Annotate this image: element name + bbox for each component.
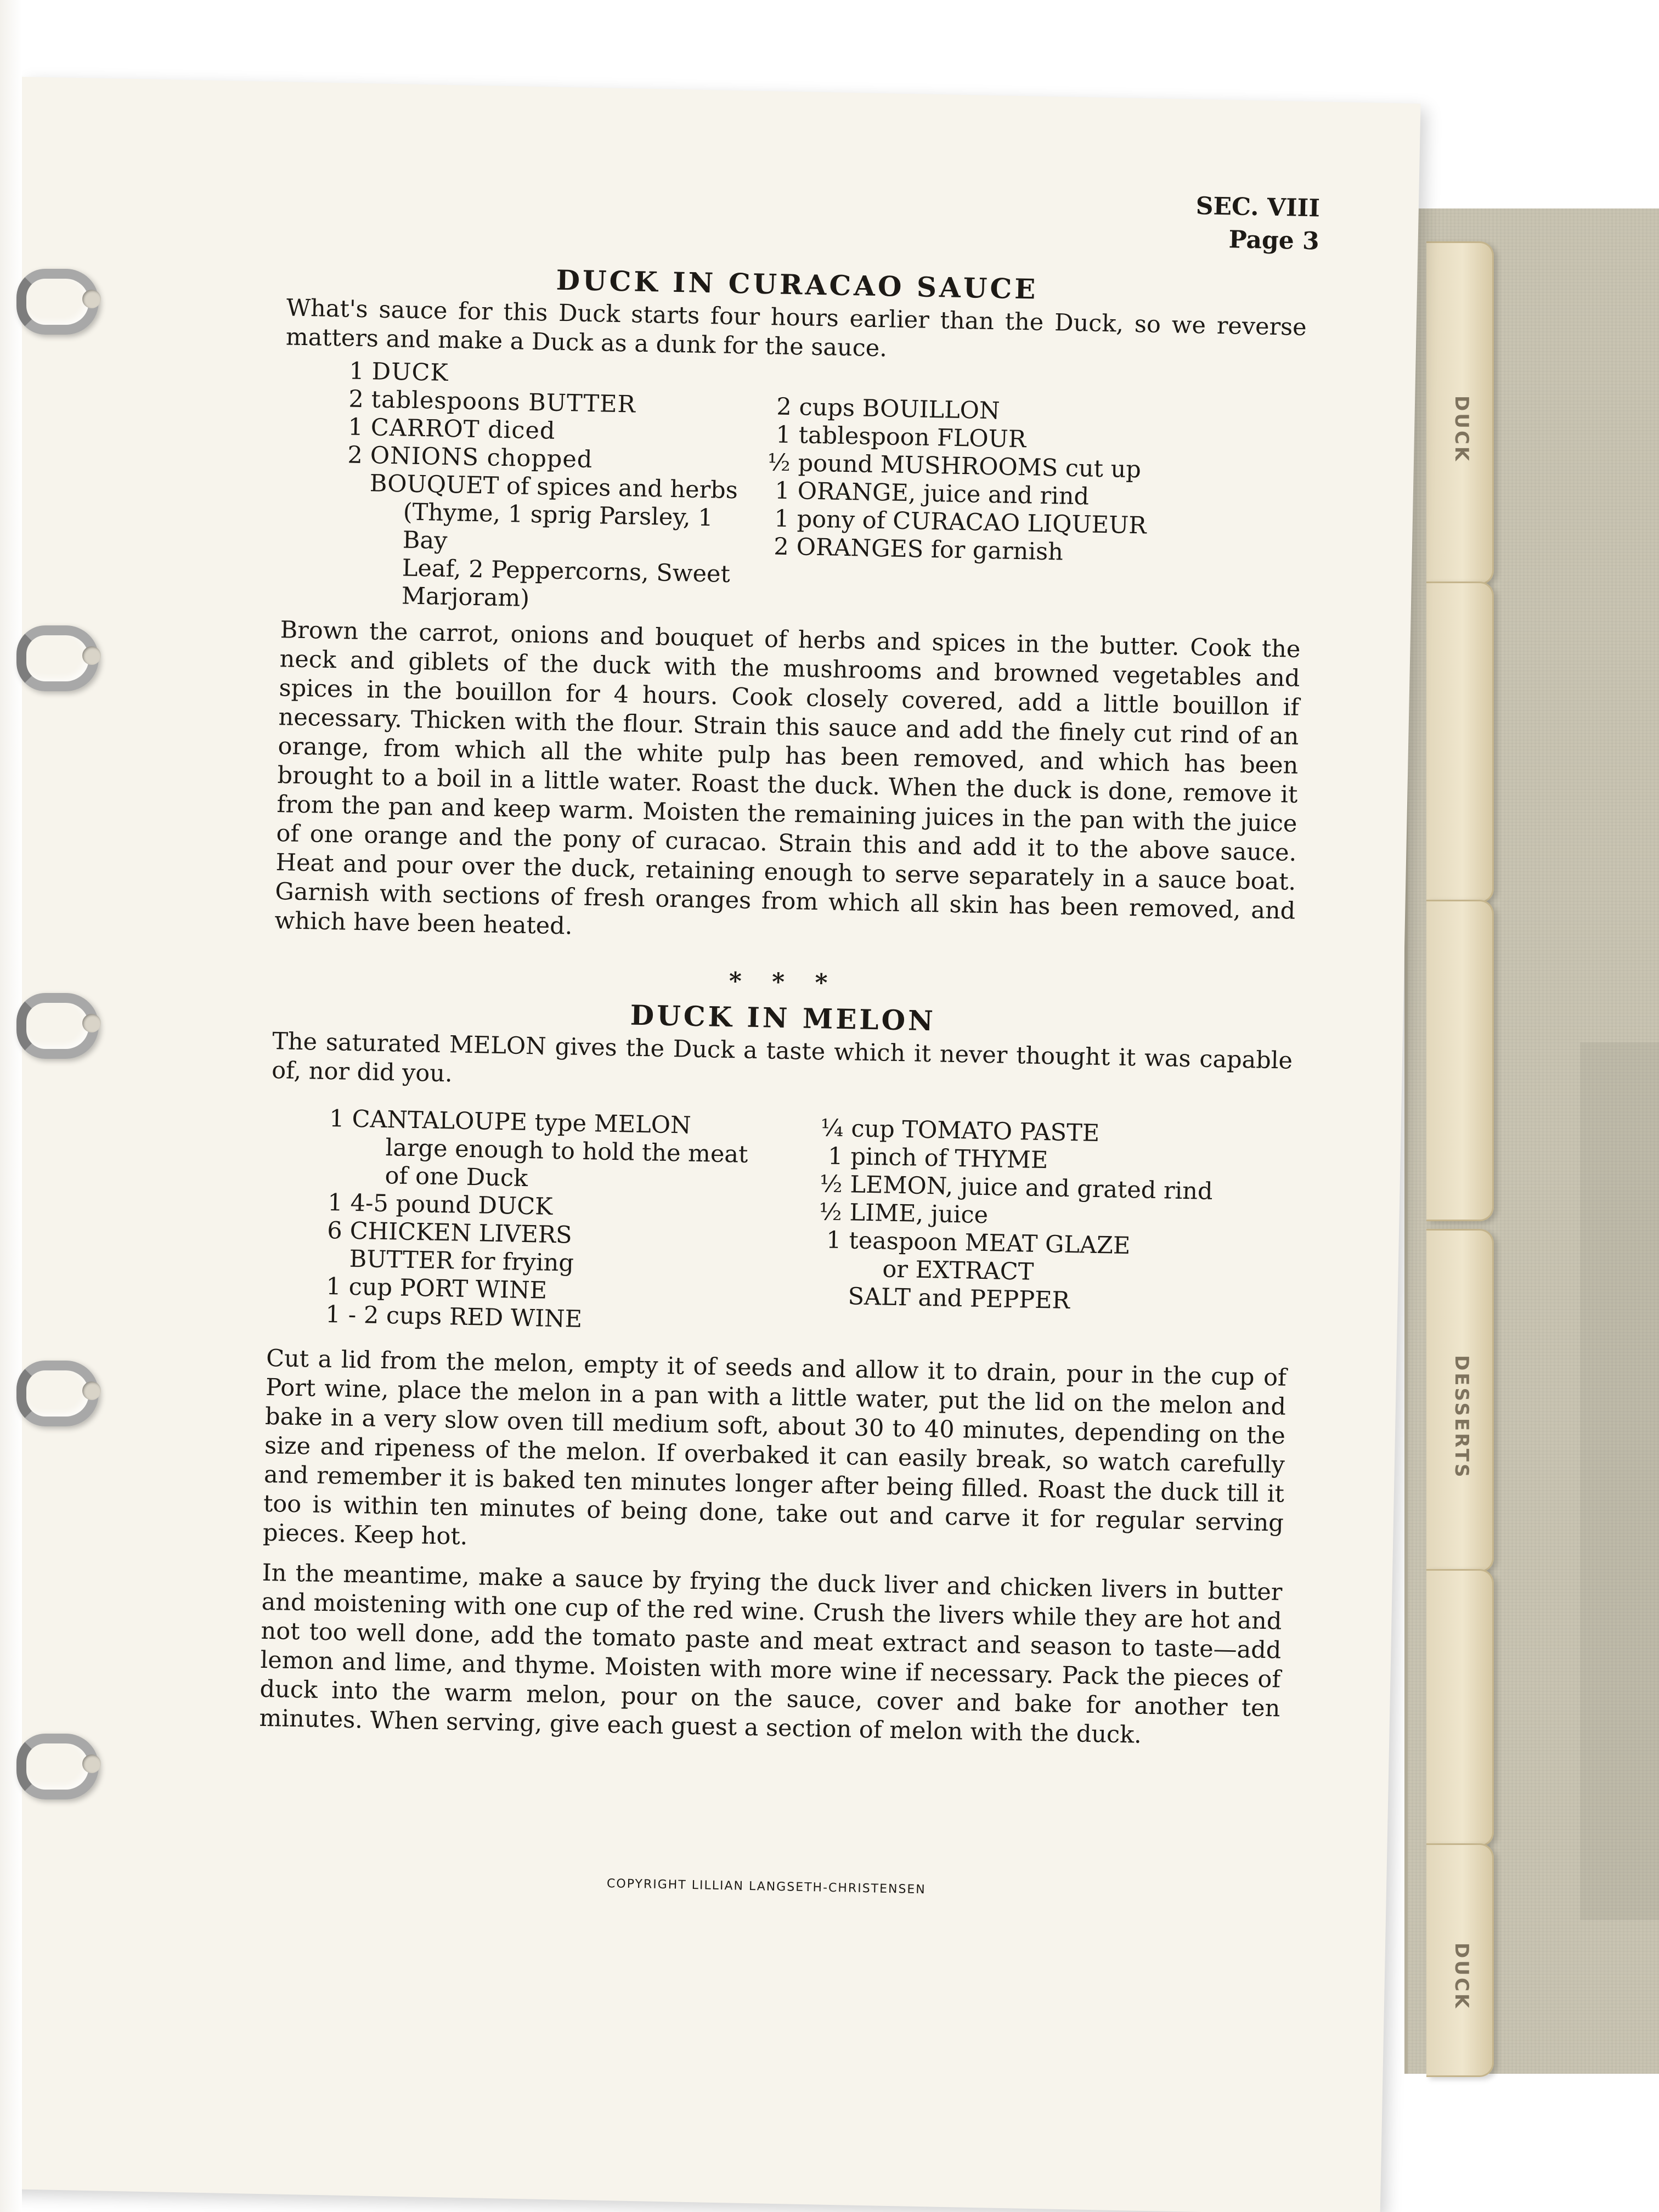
ingredient-detail: of one Duck [385,1162,528,1193]
ingredient-line: 1 CARROT diced [348,413,556,445]
ingredient-line: ½ LEMON, juice and grated rind [819,1170,1213,1206]
ingredient-line: 1 teaspoon MEAT GLAZE [826,1226,1131,1260]
ingredient-detail: or EXTRACT [882,1255,1034,1286]
recipe-page [0,77,1421,2212]
recipe-title-melon: DUCK IN MELON [630,998,936,1037]
ingredient-line: BUTTER for frying [349,1245,574,1277]
left-page-edge [0,0,22,2212]
ingredient-line: 2 ONIONS chopped [347,441,593,474]
divider-tab-2[interactable] [1426,582,1494,903]
ingredient-line: 1 tablespoon FLOUR [775,421,1026,454]
ingredients-left-column [267,1104,798,1338]
ingredient-bouquet: BOUQUET of spices and herbs [369,470,738,505]
ingredient-line: 1 - 2 cups RED WINE [325,1301,583,1334]
ingredient-bouquet-detail: Leaf, 2 Peppercorns, Sweet [402,554,731,588]
recipe-intro-melon: The saturated MELON gives the Duck a taste which it never thought it was capable of, nor did you. [271,1028,1293,1088]
ingredient-line: 1 cup PORT WINE [325,1273,548,1305]
page-number: Page 3 [1228,225,1320,256]
ingredient-line: 1 pony of CURACAO LIQUEUR [774,505,1147,540]
ingredient-line: 1 DUCK [348,357,449,387]
page-content [256,192,1321,1903]
punch-hole [82,646,101,665]
ingredient-line: 2 ORANGES for garnish [773,533,1064,566]
divider-tab-1[interactable]: DUCK [1426,241,1494,585]
section-label: SEC. VIII [1195,192,1321,223]
ingredients-right-column [763,365,1306,628]
recipe-method-melon-2: In the meantime, make a sauce by frying the duck liver and chicken livers in butter and moistening with one cup of the red wine. Crush the livers while they are hot and not too well done, add the tomato paste and meat extract and season to taste—add lemon and lime, and thyme. Moisten with more wine if necessary. Pack the pieces of duck into the warm melon, pour on the sauce, cover and bake for another ten minutes. When serving, give each guest a section of melon with the duck. [259,1559,1283,1749]
ingredient-line: ½ LIME, juice [819,1198,989,1229]
punch-hole [82,1381,101,1400]
recipe-method-melon-1: Cut a lid from the melon, empty it of seeds and allow it to drain, pour in the cup of Port wine, place the melon in a pan with a little water, put the lid on the melon and bake in a very slow oven till medium soft, about 30 to 40 minutes, depending on the size and ripeness of the melon. If overbaked it can easily break, so watch carefully and remember it is baked ten minutes longer after being filled. Roast the duck till it too is within ten minutes of being done, take out and carve it for regular serving pieces. Keep hot. [262,1344,1287,1551]
ingredients-curacao [280,356,1305,628]
ingredient-line: 2 cups BOUILLON [776,393,1001,425]
recipe-title-curacao: DUCK IN CURACAO SAUCE [556,263,1039,306]
section-header [1195,190,1320,258]
divider-tab-3[interactable] [1426,900,1494,1221]
ingredient-line: 6 CHICKEN LIVERS [326,1217,573,1249]
divider-tab-6[interactable]: DUCK [1426,1843,1494,2077]
divider-tab-4[interactable]: DESSERTS [1426,1229,1494,1572]
divider-tab-5[interactable] [1426,1569,1494,1847]
ingredient-line: SALT and PEPPER [848,1283,1070,1315]
section-separator: * * * [729,967,839,997]
ingredients-right-column [793,1114,1291,1347]
ingredient-line: 2 tablespoons BUTTER [348,385,636,419]
ingredient-bouquet-detail: (Thyme, 1 sprig Parsley, 1 Bay [402,498,714,555]
ingredient-line: 1 CANTALOUPE type MELON [329,1105,692,1139]
ingredient-line: ½ pound MUSHROOMS cut up [767,449,1142,484]
punch-hole [82,1014,101,1032]
copyright-notice: COPYRIGHT LILLIAN LANGSETH-CHRISTENSEN [606,1877,927,1897]
ingredient-detail: large enough to hold the meat [385,1134,748,1169]
recipe-method-curacao: Brown the carrot, onions and bouquet of herbs and spices in the butter. Cook the neck and giblets of the duck with the mushrooms and browned vegetables and spices in the bouillon for 4 hours. Cook closely covered, add a little bouillon if necessary. Thicken with the flour. Strain this sauce and add the finely cut rind of an orange, from which all the white pulp has been removed, and which has been brought to a boil in a little water. Roast the duck. When the duck is done, remove it from the pan and keep warm. Moisten the remaining juices in the pan with the juice of one orange and the pony of curacao. Strain this and add it to the above sauce. Heat and pour over the duck, retaining enough to serve separately in a sauce boat. Garnish with sections of fresh oranges from which all skin has been removed, and which have been heated. [274,616,1301,940]
punch-hole [82,290,101,308]
recipe-intro-curacao: What's sauce for this Duck starts four hours earlier than the Duck, so we reverse matters and make a Duck as a dunk for the sauce. [285,294,1307,363]
ingredient-line: 1 pinch of THYME [827,1142,1048,1175]
ingredient-line: 1 4-5 pound DUCK [327,1189,553,1221]
binder-cover-shadow [1580,1042,1659,1920]
ingredient-bouquet-detail: Marjoram) [401,582,530,612]
ingredients-melon [267,1104,1291,1347]
punch-hole [82,1754,101,1773]
ingredient-line: 1 ORANGE, juice and rind [774,477,1090,511]
ingredients-left-column [280,356,768,617]
ingredient-line: ¼ cup TOMATO PASTE [820,1114,1100,1148]
